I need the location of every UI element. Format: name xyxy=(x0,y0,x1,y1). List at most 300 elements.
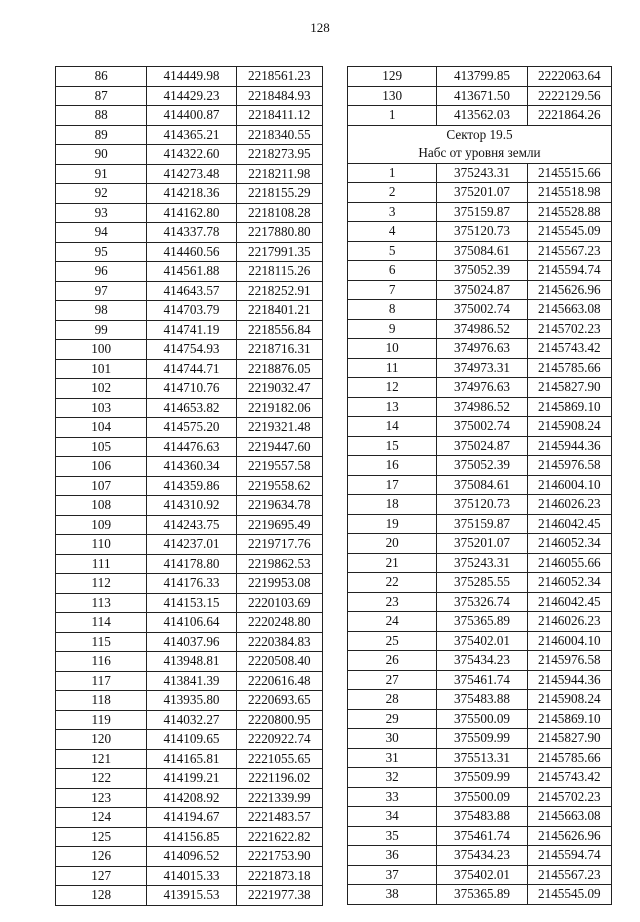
table-row xyxy=(348,280,612,300)
point-number: 87 xyxy=(56,86,147,106)
point-number: 120 xyxy=(56,730,147,750)
y-coordinate: 2218484.93 xyxy=(236,86,322,106)
y-coordinate: 2145743.42 xyxy=(527,339,611,359)
y-coordinate: 2145545.09 xyxy=(527,885,611,905)
point-number: 28 xyxy=(348,690,437,710)
x-coordinate: 375159.87 xyxy=(437,202,527,222)
table-row xyxy=(56,574,323,594)
y-coordinate: 2220508.40 xyxy=(236,652,322,672)
x-coordinate: 375509.99 xyxy=(437,729,527,749)
x-coordinate: 375084.61 xyxy=(437,475,527,495)
table-row xyxy=(348,534,612,554)
y-coordinate: 2218108.28 xyxy=(236,203,322,223)
y-coordinate: 2145908.24 xyxy=(527,417,611,437)
y-coordinate: 2146052.34 xyxy=(527,573,611,593)
table-row xyxy=(56,847,323,867)
y-coordinate: 2218411.12 xyxy=(236,106,322,126)
x-coordinate: 375243.31 xyxy=(437,163,527,183)
table-row xyxy=(348,183,612,203)
point-number: 96 xyxy=(56,262,147,282)
x-coordinate: 375201.07 xyxy=(437,183,527,203)
table-row xyxy=(348,690,612,710)
point-number: 106 xyxy=(56,457,147,477)
table-row xyxy=(56,398,323,418)
table-row xyxy=(56,671,323,691)
table-row xyxy=(56,632,323,652)
x-coordinate: 414165.81 xyxy=(147,749,236,769)
x-coordinate: 413841.39 xyxy=(147,671,236,691)
y-coordinate: 2220103.69 xyxy=(236,593,322,613)
x-coordinate: 414237.01 xyxy=(147,535,236,555)
y-coordinate: 2221864.26 xyxy=(527,106,611,126)
point-number: 123 xyxy=(56,788,147,808)
point-number: 114 xyxy=(56,613,147,633)
y-coordinate: 2220248.80 xyxy=(236,613,322,633)
y-coordinate: 2146004.10 xyxy=(527,631,611,651)
table-row xyxy=(348,807,612,827)
point-number: 93 xyxy=(56,203,147,223)
point-number: 113 xyxy=(56,593,147,613)
x-coordinate: 414365.21 xyxy=(147,125,236,145)
y-coordinate: 2220922.74 xyxy=(236,730,322,750)
x-coordinate: 414359.86 xyxy=(147,476,236,496)
point-number: 126 xyxy=(56,847,147,867)
point-number: 3 xyxy=(348,202,437,222)
y-coordinate: 2146042.45 xyxy=(527,514,611,534)
x-coordinate: 414643.57 xyxy=(147,281,236,301)
point-number: 89 xyxy=(56,125,147,145)
point-number: 97 xyxy=(56,281,147,301)
y-coordinate: 2222129.56 xyxy=(527,86,611,106)
y-coordinate: 2221873.18 xyxy=(236,866,322,886)
x-coordinate: 414162.80 xyxy=(147,203,236,223)
y-coordinate: 2145785.66 xyxy=(527,748,611,768)
y-coordinate: 2218273.95 xyxy=(236,145,322,165)
point-number: 23 xyxy=(348,592,437,612)
point-number: 88 xyxy=(56,106,147,126)
x-coordinate: 414156.85 xyxy=(147,827,236,847)
table-row xyxy=(348,436,612,456)
x-coordinate: 375120.73 xyxy=(437,222,527,242)
point-number: 86 xyxy=(56,67,147,87)
y-coordinate: 2145976.58 xyxy=(527,456,611,476)
point-number: 90 xyxy=(56,145,147,165)
x-coordinate: 375243.31 xyxy=(437,553,527,573)
table-row xyxy=(56,262,323,282)
point-number: 112 xyxy=(56,574,147,594)
table-row xyxy=(56,554,323,574)
point-number: 32 xyxy=(348,768,437,788)
table-row xyxy=(56,808,323,828)
point-number: 128 xyxy=(56,886,147,906)
table-row xyxy=(56,437,323,457)
sector-subtitle: Набс от уровня земли xyxy=(348,144,612,163)
point-number: 115 xyxy=(56,632,147,652)
x-coordinate: 413948.81 xyxy=(147,652,236,672)
table-row xyxy=(348,514,612,534)
x-coordinate: 375509.99 xyxy=(437,768,527,788)
x-coordinate: 375084.61 xyxy=(437,241,527,261)
point-number: 29 xyxy=(348,709,437,729)
x-coordinate: 414561.88 xyxy=(147,262,236,282)
x-coordinate: 414178.80 xyxy=(147,554,236,574)
x-coordinate: 414449.98 xyxy=(147,67,236,87)
y-coordinate: 2219447.60 xyxy=(236,437,322,457)
point-number: 103 xyxy=(56,398,147,418)
table-row xyxy=(56,359,323,379)
table-row xyxy=(56,593,323,613)
table-row xyxy=(348,397,612,417)
y-coordinate: 2145567.23 xyxy=(527,241,611,261)
table-row xyxy=(348,729,612,749)
y-coordinate: 2219032.47 xyxy=(236,379,322,399)
point-number: 38 xyxy=(348,885,437,905)
y-coordinate: 2145594.74 xyxy=(527,261,611,281)
table-row xyxy=(56,242,323,262)
x-coordinate: 375002.74 xyxy=(437,417,527,437)
x-coordinate: 414360.34 xyxy=(147,457,236,477)
x-coordinate: 414710.76 xyxy=(147,379,236,399)
point-number: 17 xyxy=(348,475,437,495)
x-coordinate: 375402.01 xyxy=(437,865,527,885)
y-coordinate: 2145626.96 xyxy=(527,280,611,300)
y-coordinate: 2219695.49 xyxy=(236,515,322,535)
x-coordinate: 375120.73 xyxy=(437,495,527,515)
x-coordinate: 374986.52 xyxy=(437,319,527,339)
y-coordinate: 2221622.82 xyxy=(236,827,322,847)
y-coordinate: 2146052.34 xyxy=(527,534,611,554)
table-row xyxy=(348,865,612,885)
point-number: 2 xyxy=(348,183,437,203)
x-coordinate: 375024.87 xyxy=(437,436,527,456)
y-coordinate: 2145567.23 xyxy=(527,865,611,885)
x-coordinate: 375483.88 xyxy=(437,690,527,710)
y-coordinate: 2145976.58 xyxy=(527,651,611,671)
x-coordinate: 375002.74 xyxy=(437,300,527,320)
y-coordinate: 2217880.80 xyxy=(236,223,322,243)
x-coordinate: 414310.92 xyxy=(147,496,236,516)
x-coordinate: 374976.63 xyxy=(437,378,527,398)
point-number: 20 xyxy=(348,534,437,554)
table-row xyxy=(56,769,323,789)
table-row xyxy=(348,475,612,495)
table-row xyxy=(348,261,612,281)
x-coordinate: 414218.36 xyxy=(147,184,236,204)
point-number: 11 xyxy=(348,358,437,378)
table-row xyxy=(56,788,323,808)
table-row xyxy=(56,827,323,847)
x-coordinate: 413562.03 xyxy=(437,106,527,126)
table-row xyxy=(56,886,323,906)
table-row xyxy=(56,418,323,438)
point-number: 37 xyxy=(348,865,437,885)
table-row xyxy=(56,730,323,750)
x-coordinate: 375365.89 xyxy=(437,612,527,632)
table-row xyxy=(56,125,323,145)
x-coordinate: 414199.21 xyxy=(147,769,236,789)
table-row xyxy=(348,885,612,905)
y-coordinate: 2219634.78 xyxy=(236,496,322,516)
point-number: 118 xyxy=(56,691,147,711)
table-row xyxy=(56,710,323,730)
point-number: 25 xyxy=(348,631,437,651)
x-coordinate: 414106.64 xyxy=(147,613,236,633)
table-row xyxy=(348,670,612,690)
point-number: 107 xyxy=(56,476,147,496)
x-coordinate: 414476.63 xyxy=(147,437,236,457)
x-coordinate: 374976.63 xyxy=(437,339,527,359)
x-coordinate: 413915.53 xyxy=(147,886,236,906)
table-row xyxy=(348,241,612,261)
point-number: 33 xyxy=(348,787,437,807)
table-row xyxy=(348,612,612,632)
x-coordinate: 414109.65 xyxy=(147,730,236,750)
table-row xyxy=(348,787,612,807)
table-row xyxy=(56,515,323,535)
table-row xyxy=(348,67,612,87)
point-number: 10 xyxy=(348,339,437,359)
point-number: 124 xyxy=(56,808,147,828)
y-coordinate: 2218155.29 xyxy=(236,184,322,204)
table-row xyxy=(56,203,323,223)
table-row xyxy=(56,223,323,243)
point-number: 30 xyxy=(348,729,437,749)
point-number: 102 xyxy=(56,379,147,399)
point-number: 117 xyxy=(56,671,147,691)
point-number: 1 xyxy=(348,106,437,126)
y-coordinate: 2221055.65 xyxy=(236,749,322,769)
point-number: 122 xyxy=(56,769,147,789)
table-row xyxy=(348,222,612,242)
y-coordinate: 2145869.10 xyxy=(527,397,611,417)
point-number: 14 xyxy=(348,417,437,437)
point-number: 19 xyxy=(348,514,437,534)
y-coordinate: 2145908.24 xyxy=(527,690,611,710)
point-number: 101 xyxy=(56,359,147,379)
y-coordinate: 2221753.90 xyxy=(236,847,322,867)
y-coordinate: 2218556.84 xyxy=(236,320,322,340)
point-number: 15 xyxy=(348,436,437,456)
y-coordinate: 2220800.95 xyxy=(236,710,322,730)
point-number: 9 xyxy=(348,319,437,339)
y-coordinate: 2145869.10 xyxy=(527,709,611,729)
table-row xyxy=(348,456,612,476)
x-coordinate: 413935.80 xyxy=(147,691,236,711)
y-coordinate: 2218716.31 xyxy=(236,340,322,360)
table-row xyxy=(56,184,323,204)
table-row xyxy=(348,86,612,106)
table-row xyxy=(56,281,323,301)
point-number: 108 xyxy=(56,496,147,516)
y-coordinate: 2146026.23 xyxy=(527,495,611,515)
y-coordinate: 2145515.66 xyxy=(527,163,611,183)
x-coordinate: 413799.85 xyxy=(437,67,527,87)
point-number: 27 xyxy=(348,670,437,690)
y-coordinate: 2145545.09 xyxy=(527,222,611,242)
point-number: 94 xyxy=(56,223,147,243)
x-coordinate: 414460.56 xyxy=(147,242,236,262)
point-number: 105 xyxy=(56,437,147,457)
table-row xyxy=(348,319,612,339)
y-coordinate: 2145663.08 xyxy=(527,807,611,827)
table-row xyxy=(56,301,323,321)
table-row xyxy=(56,535,323,555)
sector-title-row xyxy=(348,125,612,144)
y-coordinate: 2222063.64 xyxy=(527,67,611,87)
point-number: 21 xyxy=(348,553,437,573)
x-coordinate: 414194.67 xyxy=(147,808,236,828)
point-number: 111 xyxy=(56,554,147,574)
table-row xyxy=(348,300,612,320)
x-coordinate: 374986.52 xyxy=(437,397,527,417)
point-number: 116 xyxy=(56,652,147,672)
y-coordinate: 2146026.23 xyxy=(527,612,611,632)
table-row xyxy=(348,768,612,788)
y-coordinate: 2145944.36 xyxy=(527,670,611,690)
x-coordinate: 375326.74 xyxy=(437,592,527,612)
table-row xyxy=(348,592,612,612)
y-coordinate: 2221339.99 xyxy=(236,788,322,808)
table-row xyxy=(56,613,323,633)
table-row xyxy=(56,164,323,184)
table-row xyxy=(348,553,612,573)
x-coordinate: 375052.39 xyxy=(437,456,527,476)
y-coordinate: 2146055.66 xyxy=(527,553,611,573)
table-row xyxy=(56,457,323,477)
x-coordinate: 414337.78 xyxy=(147,223,236,243)
point-number: 130 xyxy=(348,86,437,106)
y-coordinate: 2220384.83 xyxy=(236,632,322,652)
point-number: 31 xyxy=(348,748,437,768)
point-number: 6 xyxy=(348,261,437,281)
x-coordinate: 414744.71 xyxy=(147,359,236,379)
y-coordinate: 2218115.26 xyxy=(236,262,322,282)
point-number: 110 xyxy=(56,535,147,555)
y-coordinate: 2219717.76 xyxy=(236,535,322,555)
table-row xyxy=(348,378,612,398)
point-number: 34 xyxy=(348,807,437,827)
y-coordinate: 2145626.96 xyxy=(527,826,611,846)
coordinates-table-right xyxy=(347,66,612,905)
table-row xyxy=(348,358,612,378)
x-coordinate: 375434.23 xyxy=(437,651,527,671)
y-coordinate: 2218561.23 xyxy=(236,67,322,87)
point-number: 109 xyxy=(56,515,147,535)
y-coordinate: 2218876.05 xyxy=(236,359,322,379)
table-row xyxy=(348,826,612,846)
point-number: 91 xyxy=(56,164,147,184)
x-coordinate: 414153.15 xyxy=(147,593,236,613)
point-number: 104 xyxy=(56,418,147,438)
y-coordinate: 2220616.48 xyxy=(236,671,322,691)
table-row xyxy=(348,495,612,515)
table-row xyxy=(348,202,612,222)
y-coordinate: 2145594.74 xyxy=(527,846,611,866)
sector-title: Сектор 19.5 xyxy=(348,125,612,144)
point-number: 26 xyxy=(348,651,437,671)
y-coordinate: 2221977.38 xyxy=(236,886,322,906)
table-row xyxy=(348,709,612,729)
table-row xyxy=(56,145,323,165)
point-number: 36 xyxy=(348,846,437,866)
point-number: 98 xyxy=(56,301,147,321)
y-coordinate: 2218401.21 xyxy=(236,301,322,321)
y-coordinate: 2218340.55 xyxy=(236,125,322,145)
x-coordinate: 375461.74 xyxy=(437,670,527,690)
x-coordinate: 414176.33 xyxy=(147,574,236,594)
x-coordinate: 375285.55 xyxy=(437,573,527,593)
x-coordinate: 375434.23 xyxy=(437,846,527,866)
y-coordinate: 2145785.66 xyxy=(527,358,611,378)
y-coordinate: 2221483.57 xyxy=(236,808,322,828)
table-row xyxy=(348,651,612,671)
y-coordinate: 2219182.06 xyxy=(236,398,322,418)
point-number: 7 xyxy=(348,280,437,300)
table-row xyxy=(56,86,323,106)
table-row xyxy=(56,691,323,711)
point-number: 18 xyxy=(348,495,437,515)
point-number: 24 xyxy=(348,612,437,632)
table-row xyxy=(56,476,323,496)
point-number: 12 xyxy=(348,378,437,398)
y-coordinate: 2219953.08 xyxy=(236,574,322,594)
y-coordinate: 2217991.35 xyxy=(236,242,322,262)
x-coordinate: 414015.33 xyxy=(147,866,236,886)
point-number: 121 xyxy=(56,749,147,769)
y-coordinate: 2145944.36 xyxy=(527,436,611,456)
y-coordinate: 2218211.98 xyxy=(236,164,322,184)
table-row xyxy=(348,846,612,866)
y-coordinate: 2146004.10 xyxy=(527,475,611,495)
x-coordinate: 414208.92 xyxy=(147,788,236,808)
x-coordinate: 414653.82 xyxy=(147,398,236,418)
x-coordinate: 414243.75 xyxy=(147,515,236,535)
y-coordinate: 2220693.65 xyxy=(236,691,322,711)
sector-subtitle-row xyxy=(348,144,612,163)
table-row xyxy=(348,573,612,593)
point-number: 99 xyxy=(56,320,147,340)
x-coordinate: 375024.87 xyxy=(437,280,527,300)
y-coordinate: 2219862.53 xyxy=(236,554,322,574)
x-coordinate: 413671.50 xyxy=(437,86,527,106)
x-coordinate: 414032.27 xyxy=(147,710,236,730)
table-row xyxy=(348,417,612,437)
table-row xyxy=(56,496,323,516)
page-number: 128 xyxy=(310,20,330,35)
x-coordinate: 375513.31 xyxy=(437,748,527,768)
x-coordinate: 414096.52 xyxy=(147,847,236,867)
x-coordinate: 414322.60 xyxy=(147,145,236,165)
y-coordinate: 2146042.45 xyxy=(527,592,611,612)
x-coordinate: 414703.79 xyxy=(147,301,236,321)
point-number: 5 xyxy=(348,241,437,261)
table-row xyxy=(348,748,612,768)
x-coordinate: 374973.31 xyxy=(437,358,527,378)
table-row xyxy=(56,340,323,360)
y-coordinate: 2221196.02 xyxy=(236,769,322,789)
x-coordinate: 375365.89 xyxy=(437,885,527,905)
x-coordinate: 375483.88 xyxy=(437,807,527,827)
y-coordinate: 2219558.62 xyxy=(236,476,322,496)
point-number: 127 xyxy=(56,866,147,886)
table-row xyxy=(56,652,323,672)
table-row xyxy=(56,67,323,87)
y-coordinate: 2218252.91 xyxy=(236,281,322,301)
y-coordinate: 2145827.90 xyxy=(527,378,611,398)
point-number: 22 xyxy=(348,573,437,593)
y-coordinate: 2219321.48 xyxy=(236,418,322,438)
table-row xyxy=(348,163,612,183)
